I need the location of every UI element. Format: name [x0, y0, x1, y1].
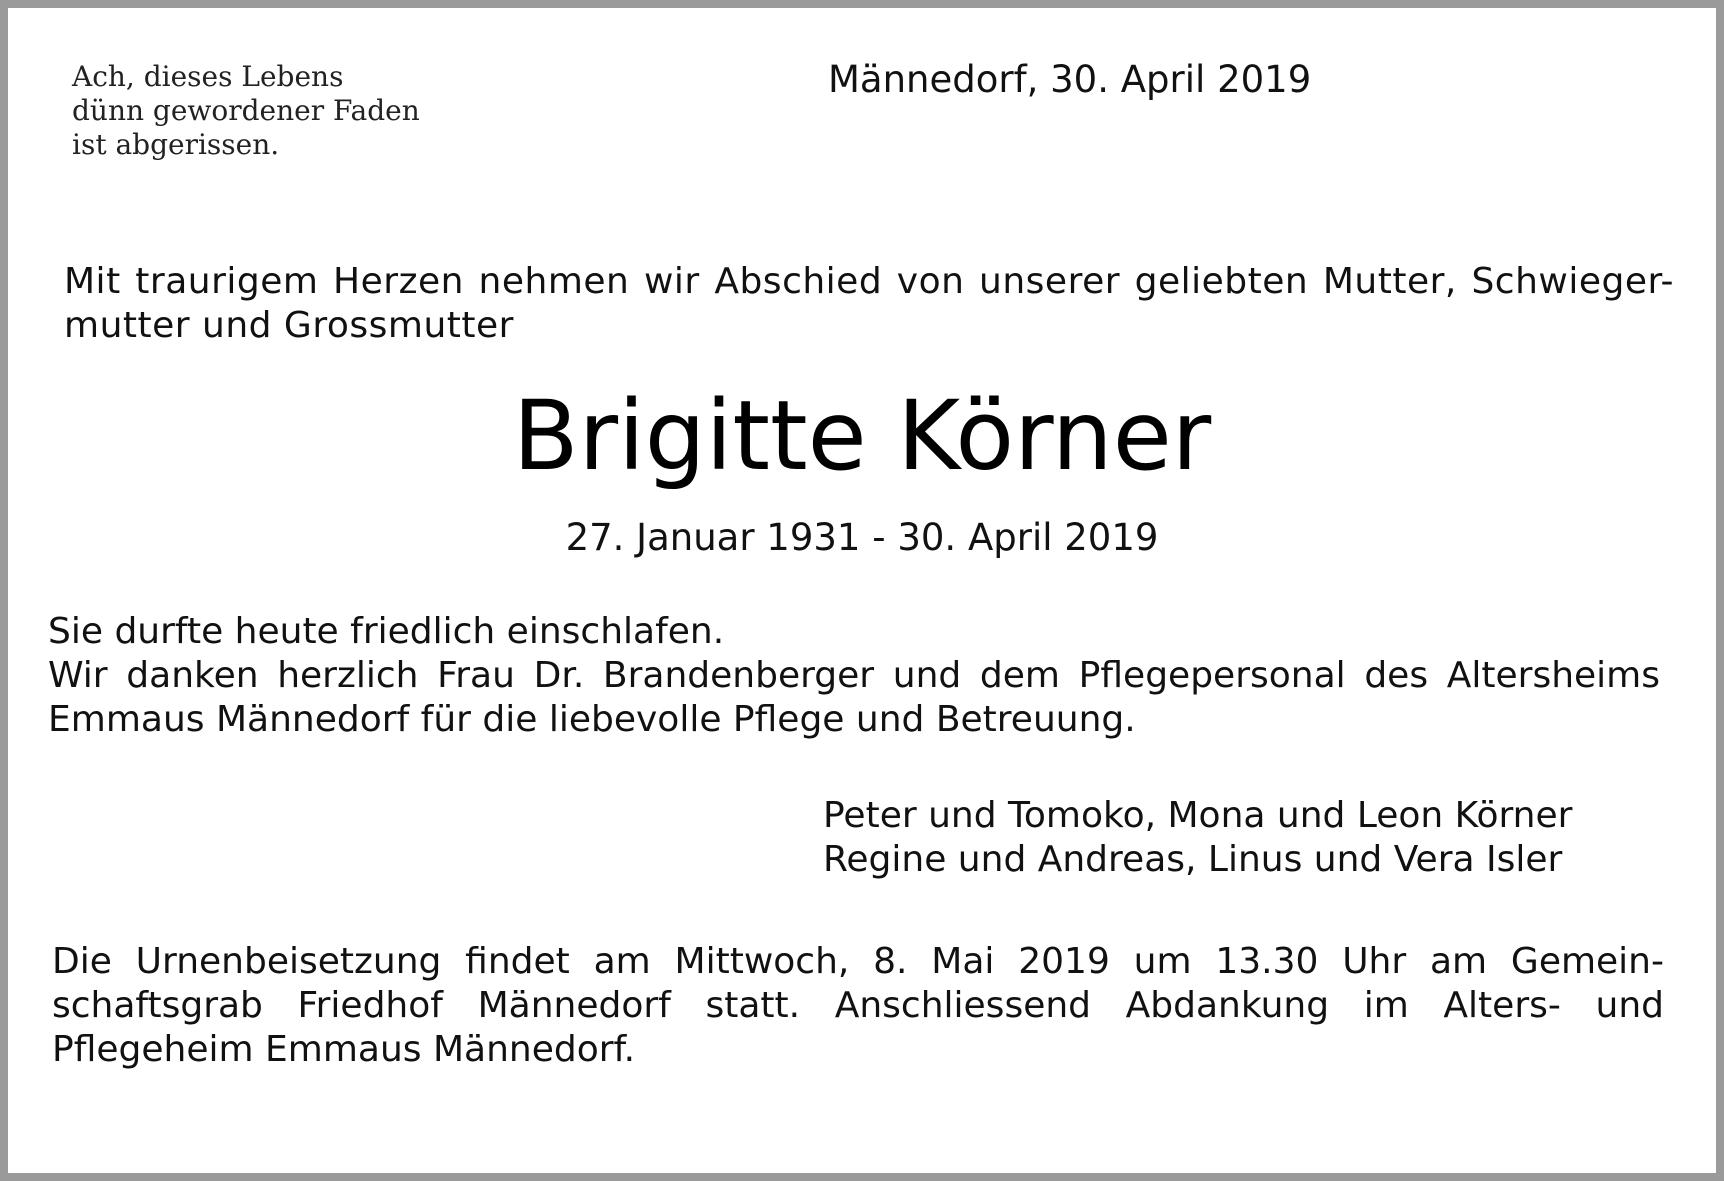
motto-line: dünn gewordener Faden: [72, 94, 420, 127]
mourners-line: Regine und Andreas, Linus und Vera Isler: [823, 839, 1563, 880]
place-and-date: Männedorf, 30. April 2019: [828, 58, 1312, 101]
message-line: Wir danken herzlich Frau Dr. Brandenberger und dem Pflegepersonal des Altersheims: [48, 655, 1660, 696]
intro-paragraph: [64, 260, 1674, 348]
ceremony-line: Die Urnenbeisetzung findet am Mittwoch, 8. Mai 2019 um 13.30 Uhr am Gemein-: [52, 941, 1664, 982]
motto-verse: [72, 60, 420, 162]
intro-line: Mit traurigem Herzen nehmen wir Abschied von unserer geliebten Mutter, Schwieger-: [64, 261, 1674, 302]
message-line: Emmaus Männedorf für die liebevolle Pflege und Betreuung.: [48, 699, 1136, 740]
motto-line: Ach, dieses Lebens: [72, 60, 344, 93]
motto-line: ist abgerissen.: [72, 128, 280, 161]
ceremony-line: Pflegeheim Emmaus Männedorf.: [52, 1029, 636, 1070]
message-line: Sie durfte heute friedlich einschlafen.: [48, 611, 725, 652]
obituary-notice: [8, 8, 1716, 1173]
mourners-list: [823, 794, 1572, 882]
lifespan-dates: 27. Januar 1931 - 30. April 2019: [565, 516, 1159, 559]
message-paragraph: [48, 610, 1660, 742]
intro-line: mutter und Grossmutter: [64, 305, 514, 346]
ceremony-paragraph: [52, 940, 1664, 1072]
deceased-name: Brigitte Körner: [512, 380, 1212, 492]
mourners-line: Peter und Tomoko, Mona und Leon Körner: [823, 795, 1573, 836]
ceremony-line: schaftsgrab Friedhof Männedorf statt. Anschliessend Abdankung im Alters- und: [52, 985, 1664, 1026]
